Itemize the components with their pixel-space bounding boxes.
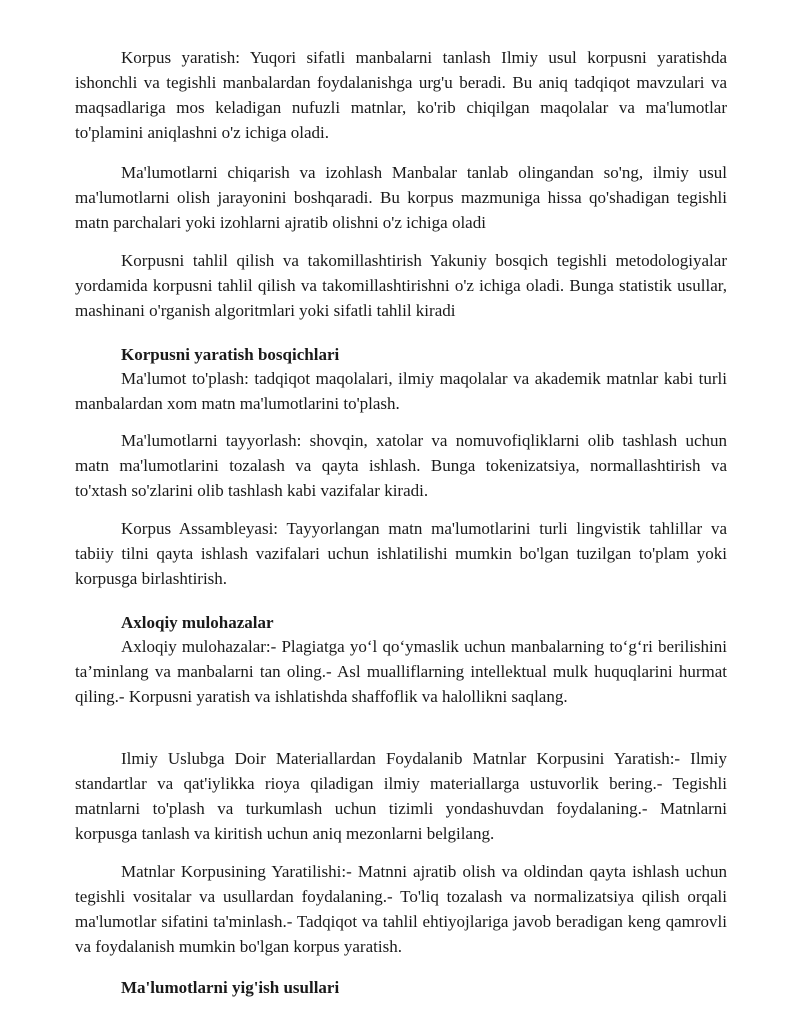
paragraph-corpus-assembly: Korpus Assambleyasi: Tayyorlangan matn ma'lumotlarini turli lingvistik tahlillar va tabiiy tilni qayta ishlash vazifalari uchun ishlatilishi mumkin bo'lgan tuzilgan to'plam yoki korpusga birlashtirish. [75,519,727,588]
paragraph-corpus-construction: Matnlar Korpusining Yaratilishi:- Matnni ajratib olish va oldindan qayta ishlash uchun tegishli vositalar va usullardan foydalaning.- To'liq tozalash va normalizatsiya qilish orqali ma'lumotlar sifatini ta'minlash.- Tadqiqot va tahlil ehtiyojlariga javob beradigan keng qamrovli va foydalanish mumkin bo'lgan korpus yaratish. [75,862,727,956]
heading-ethics: Axloqiy mulohazalar [121,613,274,632]
paragraph-data-preparation: Ma'lumotlarni tayyorlash: shovqin, xatolar va nomuvofiqliklarni olib tashlash uchun matn ma'lumotlarini tozalash va qayta ishlash. Bunga tokenizatsiya, normallashtirish va to'xtash so'zlarini olib tashlash kabi vazifalar kiradi. [75,431,727,500]
paragraph-scientific-style: Ilmiy Uslubga Doir Materiallardan Foydalanib Matnlar Korpusini Yaratish:- Ilmiy standartlar va qat'iylikka rioya qiladigan ilmiy materiallarga ustuvorlik bering.- Tegishli matnlarni to'plash va turkumlash uchun tizimli yondashuvdan foydalaning.- Matnlarni korpusga tanlash va kiritish uchun aniq mezonlarni belgilang. [75,749,727,843]
paragraph-corpus-analysis: Korpusni tahlil qilish va takomillashtirish Yakuniy bosqich tegishli metodologiyalar yordamida korpusni tahlil qilish va takomillashtirishni o'z ichiga oladi. Bunga statistik usullar, mashinani o'rganish algoritmlari yoki sifatli tahlil kiradi [75,251,727,320]
paragraph-data-extraction: Ma'lumotlarni chiqarish va izohlash Manbalar tanlab olingandan so'ng, ilmiy usul ma'lumotlarni olish jarayonini boshqaradi. Bu korpus mazmuniga hissa qo'shadigan tegishli matn parchalari yoki izohlarni ajratib olishni o'z ichiga oladi [75,163,727,232]
paragraph-corpus-creation: Korpus yaratish: Yuqori sifatli manbalarni tanlash Ilmiy usul korpusni yaratishda ishonchli va tegishli manbalardan foydalanishga urg'u beradi. Bu aniq tadqiqot mavzulari va maqsadlariga mos keladigan nufuzli matnlar, ko'rib chiqilgan maqolalar va ma'lumotlar to'plamini aniqlashni o'z ichiga oladi. [75,48,727,142]
heading-corpus-stages: Korpusni yaratish bosqichlari [121,345,340,364]
paragraph-ethics: Axloqiy mulohazalar:- Plagiatga yo‘l qo‘ymaslik uchun manbalarning to‘g‘ri berilishini ta’minlang va manbalarni tan oling.- Asl mualliflarning intellektual mulk huquqlarini hurmat qiling.- Korpusni yaratish va ishlatishda shaffoflik va halollikni saqlang. [75,637,727,706]
heading-data-collection-methods: Ma'lumotlarni yig'ish usullari [121,978,340,997]
paragraph-data-collection: Ma'lumot to'plash: tadqiqot maqolalari, ilmiy maqolalar va akademik matnlar kabi turli manbalardan xom matn ma'lumotlarini to'plash. [75,369,727,413]
